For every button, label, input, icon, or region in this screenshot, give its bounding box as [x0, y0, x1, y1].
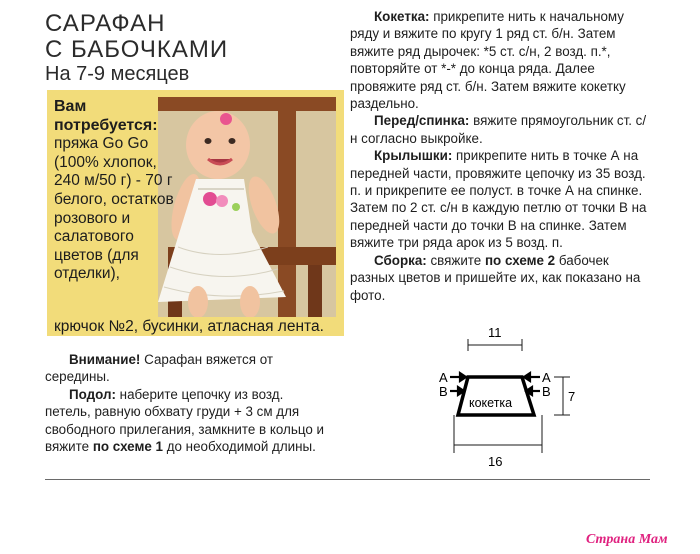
attention-text: Сарафан вяжется от середины. — [45, 352, 273, 385]
hem-text-2: до необходимой длины. — [162, 439, 316, 455]
watermark-logo: Страна Мам — [586, 532, 668, 547]
wings-label: Крылышки: — [374, 148, 453, 164]
front-text: вяжите прямоугольник ст. с/н согласно выкройке. — [350, 113, 647, 146]
wings-text: прикрепите нить в точке А на передней части, провяжите цепочку из 35 возд. п. и прикрепите ее полуст. в точке А на спинке. Затем по 2 ст. с/н в каждую петлю от точки В на передней части до точки В на спинке. Затем вяжите три ряда арок из 5 возд. п. — [350, 148, 647, 251]
point-a-right: А — [542, 370, 551, 385]
baby-photo-image — [158, 97, 336, 317]
hem-paragraph — [45, 386, 330, 456]
assembly-scheme: по схеме 2 — [484, 252, 556, 268]
yoke-label: Кокетка: — [374, 9, 430, 24]
materials-text-wide: крючок №2, бусинки, атласная лента. — [54, 318, 324, 335]
wings-paragraph — [350, 147, 648, 251]
hem-label: Подол: — [69, 387, 116, 402]
front-paragraph — [350, 112, 648, 147]
assembly-text-2: бабочек разных цветов и пришейте их, как показано на фото. — [350, 252, 641, 303]
yoke-text: прикрепите нить к начальному ряду и вяжите по кругу 1 ряд ст. б/н. Затем вяжите ряд дырочек: *5 ст. с/н, 2 возд. п.*, повторяйте от *-* до конца ряда. Далее провяжите ряд ст. б/н. Затем вяжите кокетку раздельно. — [350, 9, 626, 112]
point-b-left: В — [439, 384, 448, 399]
point-a-left: А — [439, 370, 448, 385]
assembly-label: Сборка: — [374, 252, 427, 268]
yoke-paragraph — [350, 8, 648, 112]
hem-text-1: наберите цепочку из возд. петель, равную обхвату груди + 3 см для свободного прилегания, замкните в кольцо и вяжите — [45, 387, 325, 455]
assembly-paragraph — [350, 252, 648, 304]
baby-photo — [158, 97, 336, 317]
page-title-line-1: САРАФАН — [45, 10, 166, 37]
bottom-width-label: 16 — [488, 454, 503, 469]
materials-list: пряжа Go Go (100% хлопок, 240 м/50 г) - 70 г белого, остатков розового и салатового цветов (для отделки), — [54, 135, 174, 283]
yoke-diagram — [430, 325, 590, 475]
bottom-divider — [45, 479, 650, 480]
attention-paragraph — [45, 351, 330, 386]
materials-heading: Вам потребуется: — [54, 98, 158, 134]
hem-scheme: по схеме 1 — [92, 439, 163, 455]
right-column — [350, 8, 648, 304]
front-label: Перед/спинка: — [374, 113, 470, 129]
page-title-line-2: С БАБОЧКАМИ — [45, 36, 229, 63]
attention-label: Внимание! — [69, 352, 141, 367]
yoke-label-text: кокетка — [469, 396, 513, 410]
materials-text — [54, 98, 174, 284]
page-subtitle: На 7-9 месяцев — [45, 63, 190, 85]
point-b-right: В — [542, 384, 551, 399]
top-width-label: 11 — [488, 325, 502, 340]
height-label: 7 — [568, 389, 576, 404]
assembly-text-1: свяжите — [426, 252, 485, 268]
